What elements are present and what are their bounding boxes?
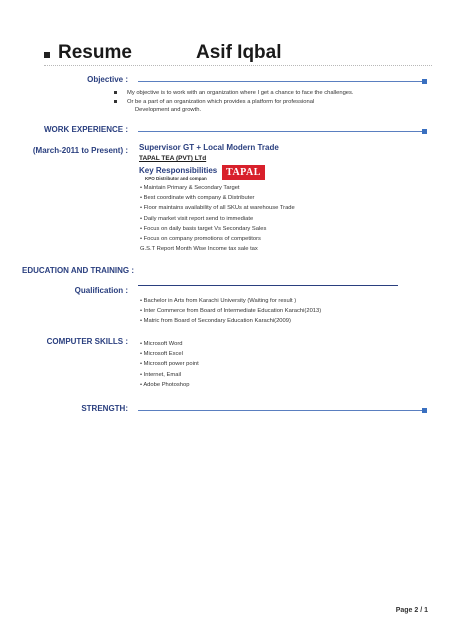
strength-label: STRENGTH:: [81, 404, 128, 413]
qualification-list: [140, 296, 321, 327]
work-experience-label: WORK EXPERIENCE :: [43, 125, 128, 134]
strength-rule-end: [422, 408, 427, 413]
qualification-label: Qualification :: [74, 286, 128, 295]
list-item: • Daily market visit report send to immediate: [140, 215, 254, 222]
objective-label: Objective :: [87, 75, 128, 84]
list-item: • Adobe Photoshop: [140, 381, 190, 388]
education-rule: [138, 285, 398, 286]
list-item: • Matric from Board of Secondary Education Karachi(2009): [140, 318, 291, 325]
strength-rule: [138, 410, 424, 411]
education-label: EDUCATION AND TRAINING :: [22, 266, 134, 275]
responsibilities-heading: Key Responsibilities: [139, 166, 218, 175]
list-item: • Microsoft Word: [140, 341, 183, 347]
list-item: • Inter Commerce from Board of Intermediate Education Karachi(2013): [140, 308, 322, 315]
list-item: • Bachelor in Arts from Karachi University (Waiting for result ): [140, 298, 297, 304]
list-item: • Maintain Primary & Secondary Target: [140, 185, 240, 191]
skills-list: [140, 339, 199, 390]
list-item: • Internet, Email: [140, 371, 182, 378]
list-item: • Floor maintains availability of all SKUs at warehouse Trade: [140, 205, 295, 212]
candidate-name: Asif Iqbal: [196, 42, 282, 63]
list-item: • Microsoft Excel: [140, 351, 183, 358]
list-item: • Focus on company promotions of competitors: [140, 236, 261, 243]
objective-rule-end: [422, 79, 427, 84]
work-rule: [138, 131, 424, 132]
resume-title: Resume: [58, 42, 132, 63]
bullet-square: [114, 91, 117, 94]
title-divider: [44, 65, 432, 66]
objective-line-1: My objective is to work with an organization where I get a chance to face the challenges.: [114, 88, 354, 98]
work-rule-end: [422, 129, 427, 134]
bullet-square: [114, 100, 117, 103]
job-title: Supervisor GT + Local Modern Trade: [139, 143, 279, 152]
objective-line-2: Or be a part of an organization which provides a platform for professional: [114, 97, 314, 107]
responsibilities-list: [140, 183, 295, 254]
list-item: • Best coordinate with company & Distributer: [140, 195, 255, 202]
list-item: G.S.T Report Month Wise Income tax sale tax: [140, 246, 258, 253]
kpo-text: KPO Distributor and compan: [145, 176, 207, 181]
list-item: • Focus on daily basis target Vs Secondary Sales: [140, 225, 267, 232]
work-period: (March-2011 to Present) :: [32, 146, 128, 155]
list-item: • Microsoft power point: [140, 361, 199, 368]
tapal-logo: TAPAL: [222, 165, 265, 180]
objective-rule: [138, 81, 424, 82]
company-name: TAPAL TEA (PVT) LTd: [139, 155, 207, 162]
objective-line-3: Development and growth.: [135, 107, 202, 113]
page-number: Page 2 / 1: [395, 607, 428, 614]
computer-skills-label: COMPUTER SKILLS :: [46, 337, 128, 346]
title-bullet: [44, 52, 50, 58]
